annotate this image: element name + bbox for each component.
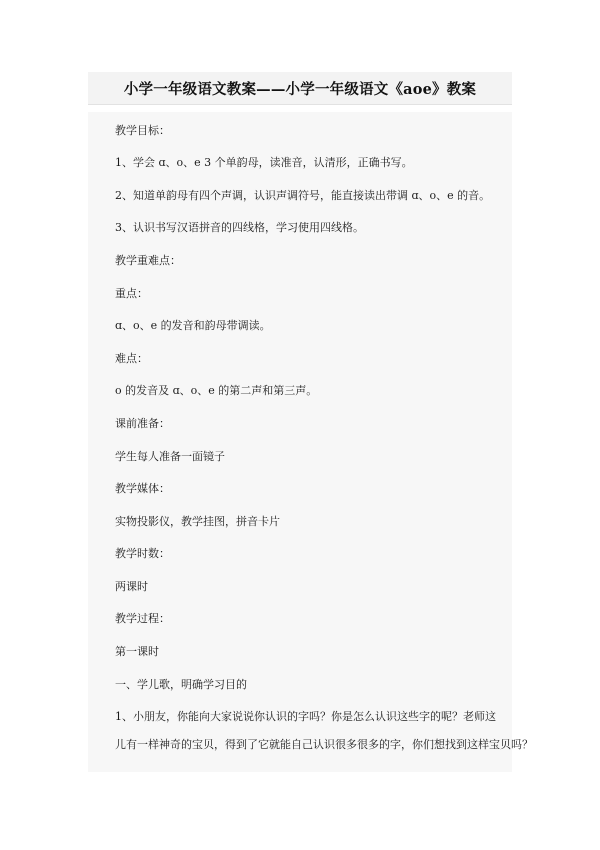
section-heading-preparation: 课前准备： [115, 417, 170, 430]
subheading-first-period: 第一课时 [115, 645, 159, 658]
paragraph-objective-2: 2、知道单韵母有四个声调，认识声调符号，能直接读出带调 ɑ、o、e 的音。 [115, 189, 491, 202]
paragraph-objective-1: 1、学会 ɑ、o、e 3 个单韵母，读准音，认清形，正确书写。 [115, 156, 413, 169]
paragraph-periods: 两课时 [115, 580, 148, 593]
paragraph-step-1-heading: 一、学儿歌，明确学习目的 [115, 678, 247, 691]
section-heading-key-points: 教学重难点： [115, 254, 181, 267]
title-bar [88, 72, 512, 105]
paragraph-step-1-line-2: 儿有一样神奇的宝贝，得到了它就能自己认识很多很多的字，你们想找到这样宝贝吗？ [115, 738, 533, 751]
paragraph-difficulty: o 的发音及 ɑ、o、e 的第二声和第三声。 [115, 384, 318, 397]
subheading-focus: 重点： [115, 287, 148, 300]
paragraph-step-1-line-1: 1、小朋友，你能向大家说说你认识的字吗？你是怎么认识这些字的呢？老师这 [115, 710, 496, 723]
paragraph-focus: ɑ、o、e 的发音和韵母带调读。 [115, 319, 271, 332]
subheading-difficulty: 难点： [115, 352, 148, 365]
section-heading-periods: 教学时数： [115, 547, 170, 560]
paragraph-objective-3: 3、认识书写汉语拼音的四线格，学习使用四线格。 [115, 221, 364, 234]
document-title: 小学一年级语文教案——小学一年级语文《aoe》教案 [123, 80, 477, 98]
section-heading-media: 教学媒体： [115, 482, 170, 495]
section-heading-process: 教学过程： [115, 612, 170, 625]
paragraph-media: 实物投影仪，教学挂图，拼音卡片 [115, 515, 280, 528]
paragraph-preparation: 学生每人准备一面镜子 [115, 450, 225, 463]
section-heading-objectives: 教学目标： [115, 124, 170, 137]
document-body [88, 112, 533, 772]
